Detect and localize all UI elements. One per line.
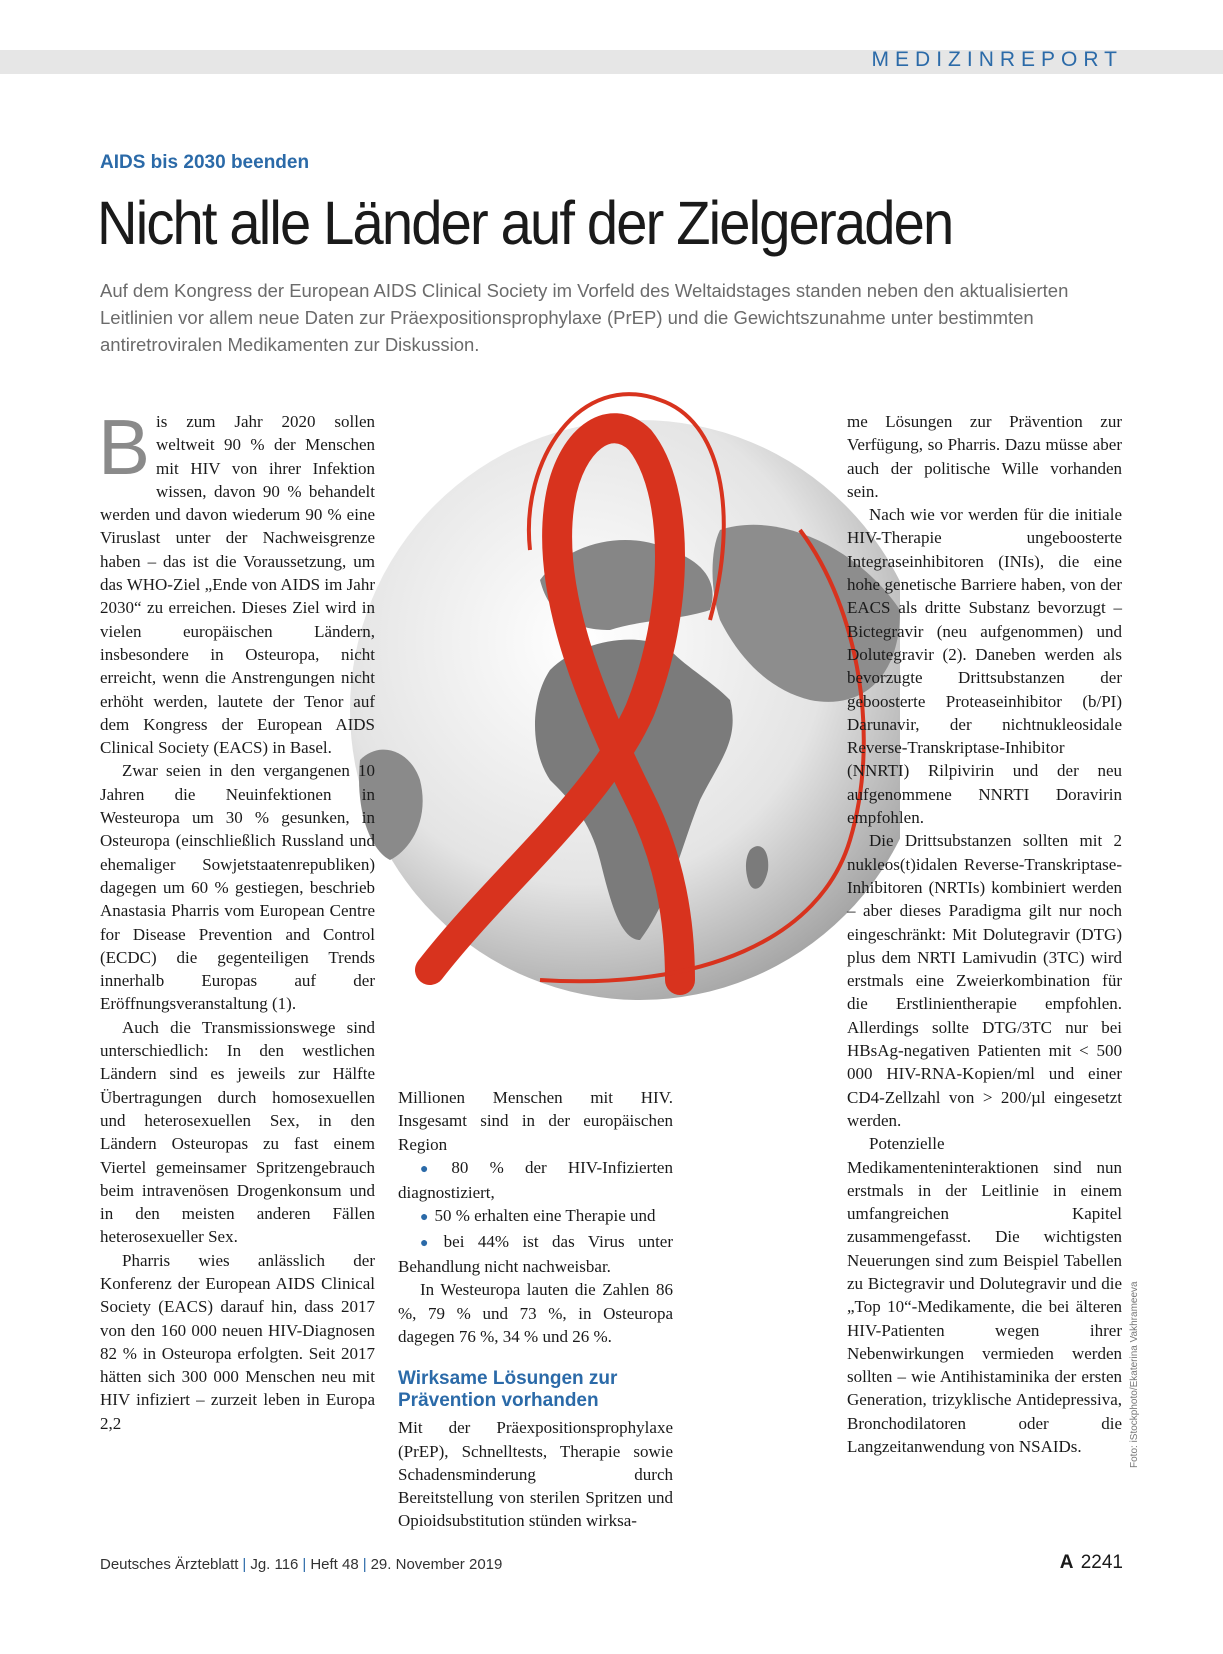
paragraph: Nach wie vor werden für die initiale HIV-Therapie ungeboosterte Integraseinhibitoren (INIs), die eine hohe genetische Barriere haben, von der EACS als dritte Substanz bevorzugt – Bictegravir (neu aufgenommen) und Dolutegravir (2). Daneben werden als bevorzugte Drittsubstanzen der geboosterte Proteaseinhibitor (b/PI) Darunavir, der nichtnukleosidale Reverse-Transkriptase-Inhibitor (NNRTI) Rilpivirin und der neu aufgenommene NNRTI Doravirin empfohlen.: [847, 505, 1122, 828]
article-headline: Nicht alle Länder auf der Zielgeraden: [97, 189, 953, 257]
paragraph: In Westeuropa lauten die Zahlen 86 %, 79 % und 73 %, in Osteuropa dagegen 76 %, 34 % und 26 %.: [398, 1280, 673, 1346]
paragraph: Auch die Transmissionswege sind unterschiedlich: In den westlichen Ländern sind es jeweils zur Hälfte Übertragungen durch homosexuellen und heterosexuellen Sex, in den Ländern Osteuropas zu fast einem Viertel gemeinsamer Spritzengebrauch beim intravenösen Drogenkonsum und in den meisten anderen Fällen heterosexueller Sex.: [100, 1017, 375, 1247]
globe-ribbon-illustration: [340, 380, 900, 1040]
paragraph: Mit der Präexpositionsprophylaxe (PrEP), Schnelltests, Therapie sowie Schadensminderung durch Bereitstellung von sterilen Spritzen und Opioidsubstitution stünden wirksa-: [398, 1418, 673, 1531]
paragraph: Millionen Menschen mit HIV. Insgesamt sind in der europäischen Region: [398, 1088, 673, 1154]
footer: Deutsches Ärzteblatt | Jg. 116 | Heft 48 | 29. November 2019: [100, 1556, 503, 1573]
volume: Jg. 116: [250, 1556, 299, 1573]
bullet-item: ● 50 % erhalten eine Therapie und: [420, 1206, 656, 1226]
bullet-item: ● 80 % der HIV-Infizierten diagnostiziert,: [398, 1157, 673, 1203]
article-column-2: [398, 1086, 673, 1533]
article-kicker: AIDS bis 2030 beenden: [100, 152, 310, 173]
section-label: MEDIZINREPORT: [871, 48, 1123, 71]
date: 29. November 2019: [370, 1556, 503, 1573]
page-number: A 2241: [1059, 1552, 1123, 1573]
paragraph: Pharris wies anlässlich der Konferenz der European AIDS Clinical Society (EACS) darauf hin, dass 2017 von den 160 000 neuen HIV-Diagnosen 82 % in Osteuropa erfolgten. Seit 2017 hätten sich 300 000 Menschen neu mit HIV infiziert – zurzeit leben in Europa 2,2: [100, 1250, 375, 1433]
dropcap: B: [98, 403, 151, 491]
paragraph: Bis zum Jahr 2020 sollen weltweit 90 % der Menschen mit HIV von ihrer Infektion wissen, davon 90 % behandelt werden und davon wiederum 90 % eine Viruslast unter der Nachweisgrenze haben – das ist die Voraussetzung, um das WHO-Ziel „Ende von AIDS im Jahr 2030“ zu erreichen. Dieses Ziel wird in vielen europäischen Ländern, insbesondere in Osteuropa, nicht erreicht, wenn die Anstrengungen nicht erhöht werden, lautete der Tenor auf dem Kongress der European AIDS Clinical Society (EACS) in Basel.: [98, 403, 375, 758]
photo-credit: Foto: iStockphoto/Ekaterina Vakhrameeva: [1129, 1281, 1140, 1468]
paragraph: me Lösungen zur Prävention zur Verfügung, so Pharris. Dazu müsse aber auch der politische Wille vorhanden sein.: [847, 412, 1122, 501]
paragraph: Potenzielle Medikamenteninteraktionen sind nun erstmals in der Leitlinie in einem umfangreichen Kapitel zusammengefasst. Die wichtigsten Neuerungen sind zum Beispiel Tabellen zu Bictegravir und Dolutegravir und die „Top 10“-Medikamente, die bei älteren HIV-Patienten wegen ihrer Nebenwirkungen vermieden werden sollten – wie Antihistaminika der ersten Generation, trizyklische Antidepressiva, Bronchodilatoren oder die Langzeitanwendung von NSAIDs.: [847, 1134, 1122, 1457]
paragraph: Die Drittsubstanzen sollten mit 2 nukleos(t)idalen Reverse-Transkriptase-Inhibitoren (NRTIs) kombiniert werden – aber dieses Paradigma gilt nur noch eingeschränkt: Mit Dolutegravir (DTG) plus dem NRTI Lamivudin (3TC) wird erstmals eine Zweierkombination für die Erstlinientherapie empfohlen. Allerdings sollte DTG/3TC nur bei HBsAg-negativen Patienten mit < 500 000 HIV-RNA-Kopien/ml und einer CD4-Zellzahl von > 200/µl eingesetzt werden.: [847, 831, 1122, 1130]
journal-name: Deutsches Ärzteblatt: [100, 1556, 239, 1573]
bullet-item: ● bei 44% ist das Virus unter Behandlung nicht nachweisbar.: [398, 1231, 673, 1277]
article-column-1: [98, 403, 375, 1435]
paragraph: Zwar seien in den vergangenen 10 Jahren die Neuinfektionen in Westeuropa um 30 % gesunken, in Osteuropa (einschließlich Russland und ehemaliger Sowjetstaatenrepubliken) dagegen um 60 % gestiegen, beschrieb Anastasia Pharris vom European Centre for Disease Prevention and Control (ECDC) die gegenteiligen Trends innerhalb Europas auf der Eröffnungsveranstaltung (1).: [100, 761, 375, 1014]
article-column-3: [847, 410, 1122, 1458]
subheading: Wirksame Lösungen zur Prävention vorhanden: [398, 1368, 618, 1412]
issue: Heft 48: [310, 1556, 359, 1573]
article-lead: Auf dem Kongress der European AIDS Clinical Society im Vorfeld des Weltaidstages standen neben den aktualisierten Leitlinien vor allem neue Daten zur Präexpositionsprophylaxe (PrEP) und die Gewichtszunahme unter bestimmten antiretroviralen Medikamenten zur Diskussion.: [100, 280, 1069, 355]
